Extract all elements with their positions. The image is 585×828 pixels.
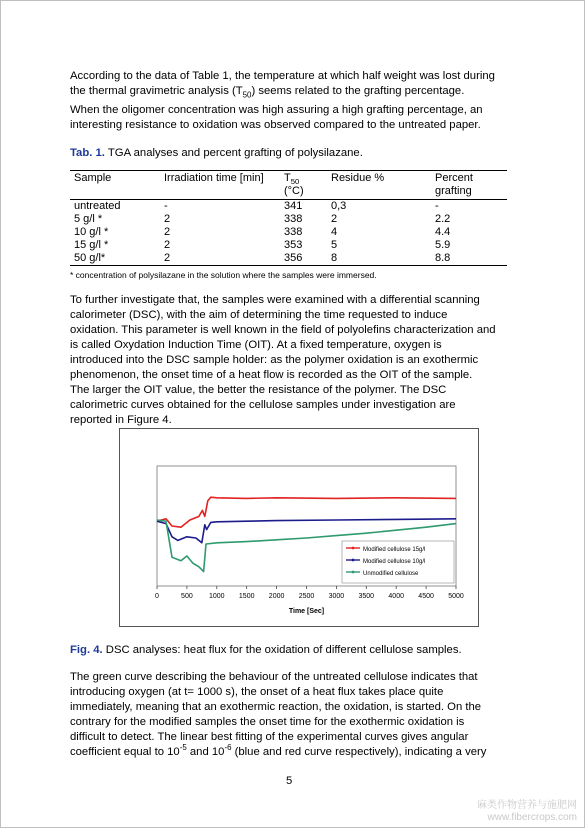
header-residue: Residue % [327, 171, 431, 200]
figure-caption-text: DSC analyses: heat flux for the oxidation of different cellulose samples. [102, 644, 462, 656]
paragraph-1: According to the data of Table 1, the temperature at which half weight was lost during the thermal gravimetric analysis $(T_{50})$ seems related to the grafting percentage. [70, 70, 495, 100]
table-row: 10 g/l * 2 338 4 4.4 [74, 226, 451, 238]
x-tick-label: 1500 [238, 593, 255, 600]
header-grafting: Percent grafting [431, 171, 507, 200]
x-axis-label: Time [Sec] [288, 608, 325, 615]
x-tick-label: 0 [155, 593, 159, 600]
figure-caption [70, 643, 462, 658]
site-watermark: 麻类作物营养与施肥网 www.fibercrops.com [477, 800, 577, 823]
x-tick-label: 3500 [358, 593, 375, 600]
dsc-chart [120, 429, 478, 626]
table-row: untreated - 341 0,3 - [74, 200, 439, 212]
legend-label: Modified cellulose 15g/l [363, 547, 426, 553]
page-number: 5 [286, 775, 293, 787]
header-irradiation: Irradiation time [min] [160, 171, 280, 200]
x-tick-label: 5000 [448, 593, 464, 600]
tga-table [70, 170, 507, 266]
table-header-row [70, 171, 507, 200]
x-tick-label: 4500 [418, 593, 434, 600]
table-row: 15 g/l * 2 353 5 5.9 [74, 239, 451, 251]
table-caption-label: Tab. 1. [70, 147, 105, 159]
table-footnote: * concentration of polysilazane in the solution where the samples were immersed. [70, 270, 377, 280]
header-sample: Sample [70, 171, 160, 200]
paragraph-2: When the oligomer concentration was high assuring a high grafting percentage, an interesting resistance to oxidation was observed compared to the untreated paper. [70, 104, 483, 131]
series-line-2 [157, 519, 456, 543]
x-tick-label: 2000 [268, 593, 285, 600]
header-t50: $T_{50}$ (°C) [280, 171, 327, 200]
legend-marker [352, 571, 355, 574]
table-caption [70, 146, 363, 161]
table-row: 50 g/l* 2 356 8 8.8 [70, 252, 507, 266]
paragraph-4: The green curve describing the behaviour of the untreated cellulose indicates that introducing oxygen (at t= 1000 s), the onset of a heat flux takes place quite immediately, meaning that an exothermic reaction, the oxidation, is started. On the contrary for the modified samples the onset time for the exothermic oxidation is difficult to detect. The linear best fitting of the experimental curves gives angular coefficient equal to $10^{-5}$ and $10^{-6}$ (blue and red curve respectively), indicating a very [70, 671, 487, 758]
x-tick-label: 3000 [328, 593, 345, 600]
series-line-1 [157, 497, 456, 527]
legend-label: Unmodified cellulose [363, 571, 419, 577]
legend-marker [352, 559, 355, 562]
paragraph-3: To further investigate that, the samples were examined with a differential scanning calorimeter (DSC), with the aim of determining the time requested to induce oxidation. This parameter is well known in the field of polyolefins characterization and is called Oxydation Induction Time (OIT). At a fixed temperature, oxygen is introduced into the DSC sample holder: as the polymer oxidation is an exothermic phenomenon, the onset time of a heat flow is recorded as the OIT of the sample. The larger the OIT value, the better the resistance of the polymer. The DSC calorimetric curves obtained for the cellulose samples under investigation are reported in Figure 4. [70, 294, 496, 426]
figure-caption-label: Fig. 4. [70, 644, 103, 656]
table-row: 5 g/l * 2 338 2 2.2 [74, 213, 451, 225]
legend-label: Modified cellulose 10g/l [363, 559, 426, 565]
x-tick-label: 1000 [209, 593, 225, 600]
dsc-figure [119, 428, 479, 627]
x-tick-label: 500 [181, 593, 193, 600]
table-caption-text: TGA analyses and percent grafting of polysilazane. [104, 147, 363, 159]
x-tick-label: 4000 [388, 593, 404, 600]
legend-marker [352, 547, 355, 550]
x-tick-label: 2500 [298, 593, 315, 600]
